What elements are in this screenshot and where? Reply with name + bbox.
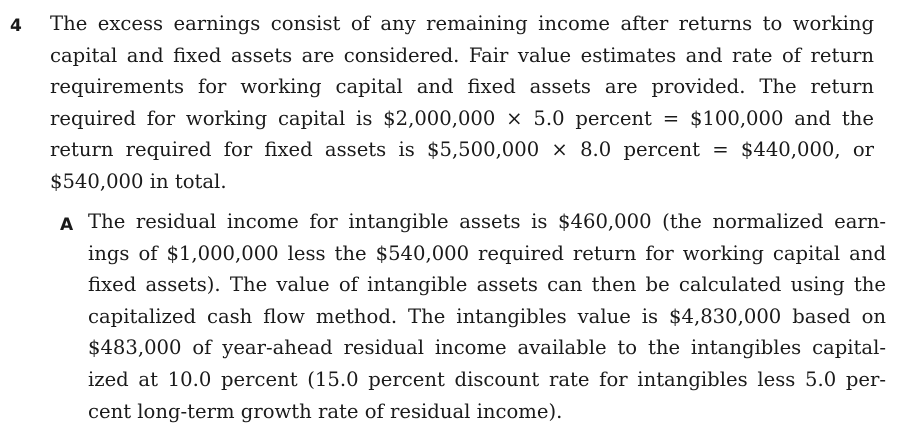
item-a — [0, 200, 916, 427]
item-4-paragraph — [50, 8, 874, 198]
item-number: 4 — [10, 16, 22, 36]
text-line: cent long-term growth rate of residual income). — [88, 399, 563, 423]
text-line: ized at 10.0 percent (15.0 percent discount rate for intangibles less 5.0 per- — [88, 367, 886, 391]
item-a-paragraph — [88, 206, 886, 427]
text-line: $540,000 in total. — [50, 169, 227, 193]
item-letter: A — [60, 215, 74, 235]
item-4 — [0, 0, 916, 200]
text-line: ings of $1,000,000 less the $540,000 required return for working capital and — [88, 241, 886, 265]
text-line: The excess earnings consist of any remaining income after returns to working — [50, 12, 874, 35]
text-line: The residual income for intangible assets is $460,000 (the normalized earn- — [88, 210, 886, 233]
text-line: return required for fixed assets is $5,500,000 × 8.0 percent = $440,000, or — [50, 138, 874, 162]
text-line: capital and fixed assets are considered. Fair value estimates and rate of return — [50, 43, 874, 67]
text-line: $483,000 of year-ahead residual income available to the intangibles capital- — [88, 336, 886, 360]
text-line: fixed assets). The value of intangible assets can then be calculated using the — [88, 273, 886, 297]
text-line: required for working capital is $2,000,000 × 5.0 percent = $100,000 and the — [50, 106, 874, 130]
text-line: capitalized cash flow method. The intangibles value is $4,830,000 based on — [88, 304, 886, 328]
text-line: requirements for working capital and fixed assets are provided. The return — [50, 75, 874, 99]
